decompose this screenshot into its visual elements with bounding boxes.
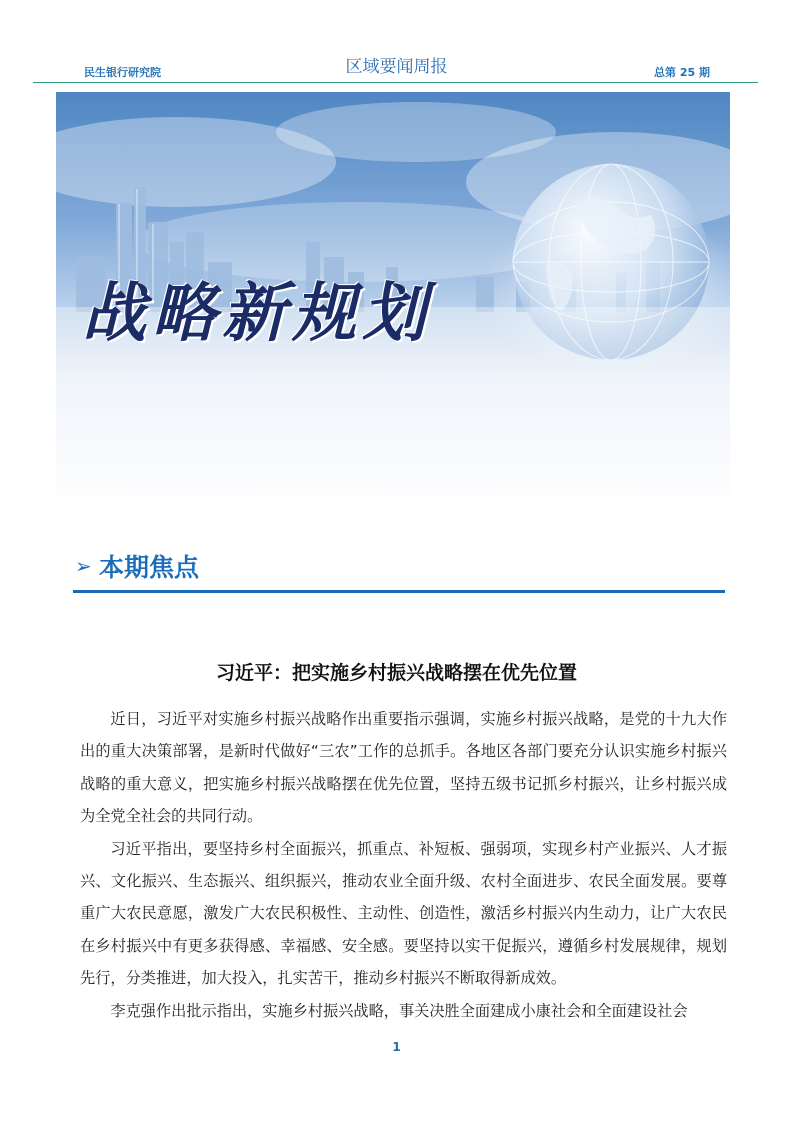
issue-number: 总第 25 期 [654,66,710,79]
cover-banner [56,92,730,515]
section-title: 本期焦点 [99,553,200,582]
page-header [0,0,793,90]
arrow-icon: ➢ [75,554,92,578]
publication-title: 区域要闻周报 [345,57,448,77]
paragraph: 习近平指出，要坚持乡村全面振兴，抓重点、补短板、强弱项，实现乡村产业振兴、人才振兴、文化振兴、生态振兴、组织振兴，推动农业全面升级、农村全面进步、农民全面发展。要尊重广大农民意愿，激发广大农民积极性、主动性、创造性，激活乡村振兴内生动力，让广大农民在乡村振兴中有更多获得感、幸福感、安全感。要坚持以实干促振兴，遵循乡村发展规律，规划先行，分类推进，加大投入，扎实苦干，推动乡村振兴不断取得新成效。 [80,839,727,988]
section-heading [73,548,725,596]
paragraph: 近日，习近平对实施乡村振兴战略作出重要指示强调，实施乡村振兴战略，是党的十九大作出的重大决策部署，是新时代做好“三农”工作的总抓手。各地区各部门要充分认识实施乡村振兴战略的重大意义，把实施乡村振兴战略摆在优先位置，坚持五级书记抓乡村振兴，让乡村振兴成为全党全社会的共同行动。 [80,710,727,826]
page-number: 1 [392,1040,401,1054]
article-title: 习近平：把实施乡村振兴战略摆在优先位置 [215,662,577,684]
section-divider [73,590,725,593]
article-body [80,703,727,1027]
banner-title: 战略新规划 [82,276,432,351]
header-divider [33,82,758,83]
org-name: 民生银行研究院 [84,66,161,79]
paragraph: 李克强作出批示指出，实施乡村振兴战略，事关决胜全面建成小康社会和全面建设社会 [110,1001,688,1020]
